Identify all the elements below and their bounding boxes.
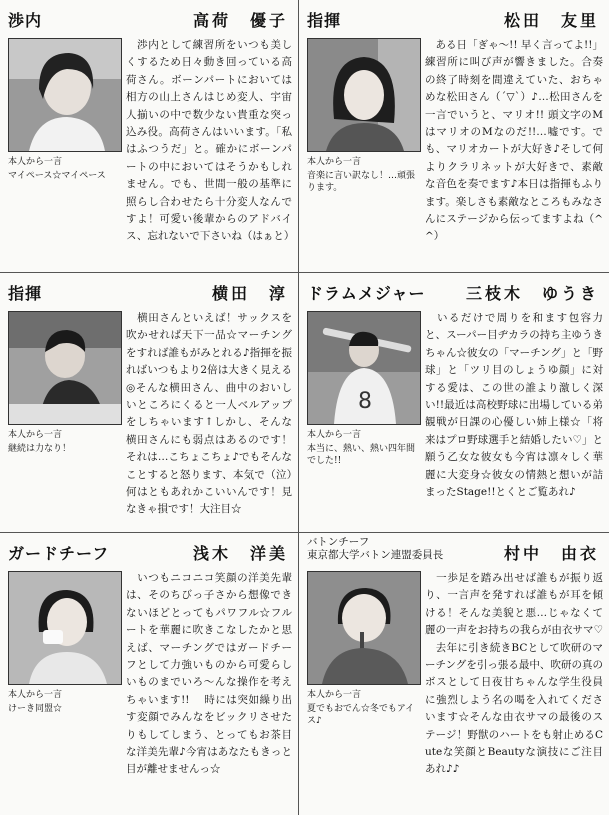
profile-role — [307, 536, 443, 562]
profile-card — [299, 0, 609, 272]
profile-description: ある日「ぎゃ～!! 早く言ってよ!!」練習所に叫び声が響きました。合奏の終了時刻を間違えていた、おちゃめな松田さん（´▽`）♪…松田さんを一言でいうと、マリオ!! 頭文字のMはマリオのMなのだ!!…嘘です。でも、マリオカートが大好き♪そして何よりクラリネットが大好きで、素敵な音色を奏でます♪本日は指揮もふります。楽しさも素敵なところもみなさんにステージから伝ってますよね（^^） — [425, 39, 603, 243]
quote-label: 本人から一言 — [307, 690, 362, 700]
profile-card — [299, 273, 609, 532]
quote-text: 夏でもおでん☆冬でもアイス♪ — [307, 704, 415, 726]
quote-text: 本当に、熱い、熱い四年間でした!! — [307, 444, 416, 466]
profile-name: 高荷 優子 — [192, 11, 288, 30]
profile-role-line: バトンチーフ — [307, 536, 370, 548]
quote-text: マイペース☆マイペース — [8, 171, 106, 181]
profile-card — [0, 0, 298, 272]
svg-text:8: 8 — [358, 389, 372, 414]
woman-with-long-hair-icon — [307, 38, 421, 152]
profile-role: 渉内 — [8, 11, 43, 30]
profile-name: 三枝木 ゆうき — [465, 284, 599, 303]
quote-label: 本人から一言 — [307, 430, 362, 440]
profile-role-line: 東京都大学バトン連盟委員長 — [307, 549, 444, 561]
profile-role: ドラムメジャー — [307, 284, 426, 303]
profile-role: 指揮 — [307, 11, 342, 30]
quote-label: 本人から一言 — [8, 430, 63, 440]
profile-description: 渉内として練習所をいつも美しくするため日々動き回っている高荷さん。ボーンパートにおいては 相方の山上さんはじめ変人、宇宙人揃いの中で数少ない貴重な突っ込み役。高荷さんはいいます。「私はふつうだ」と。確かにボーンパートの中においてはそうかもしれません。でも、世間一般の基準に照らし合わせたら十分変人なんですよ！可愛い後輩からのアドバイス、忘れないで下さいね（はぁと） — [126, 39, 295, 243]
woman-eating-icon — [8, 571, 122, 685]
profile-description: いるだけで周りを和ます包容力と、スーパー目ヂカラの持ち主ゆうきちゃん☆彼女の「マーチング」と「野球」と「ツリ目のしょうゆ顔」に対する愛は、この世の誰より激しく深い!!最近は高校野球に出場している弟観戦が日課の心優しい姉上様☆「将来はプロ野球選手と結婚したい♡」と願う乙女な彼女も今宵は凛々しく華麗に大変身☆彼女の情熱と想いが詰まったStage!!とくとご覧あれ♪ — [425, 312, 603, 499]
quote-text: 音楽に言い訳なし！…頑張ります。 — [307, 171, 416, 193]
profile-role: 指揮 — [8, 284, 43, 303]
quote-label: 本人から一言 — [307, 157, 362, 167]
man-looking-down-icon — [8, 311, 122, 425]
profile-name: 松田 友里 — [503, 11, 599, 30]
profile-name: 横田 淳 — [211, 284, 288, 303]
woman-with-short-hair-icon — [8, 38, 122, 152]
woman-with-drink-icon — [307, 571, 421, 685]
quote-label: 本人から一言 — [8, 690, 63, 700]
quote-text: けーき同盟☆ — [8, 704, 63, 714]
profile-description: いつもニコニコ笑顔の洋美先輩は、そのちびっ子さから想像できないほどとってもパワフル☆フルートを華麗に吹きこなしたかと思えば、マーチングではガードチーフとして力強いものから可愛らしいものまでいろ～んな操作を考えちゃいます!! 時には突如繰り出す変顔でみんなをビックリさせたりもしてしまう、とってもお茶目な洋美先輩♪今宵はあなたもきっと目が離せませんっ☆ — [126, 572, 292, 776]
quote-text: 継続は力なり！ — [8, 444, 72, 454]
profile-card — [0, 273, 298, 532]
profile-description: 一歩足を踏み出せば誰もが振り返り、一言声を発すれば誰もが耳を傾ける！そんな美貌と悪…じゃなくて麗の一声をお持ちの我らが由衣サマ♡ 去年に引き続きBCとして吹研のマーチングを引っ張る最中、吹研の真のボスとして日夜甘ちゃんな学生役員に強烈しよう名の喝を入れてくださいます☆そんな由衣サマの最後のステージ！野獣のハートをも射止めるCuteな笑顔とBeautyな演技にご注目あれ♪♪ — [425, 572, 603, 776]
man-holding-bat-icon — [307, 311, 421, 425]
profile-role: ガードチーフ — [8, 544, 110, 563]
profile-name: 浅木 洋美 — [192, 544, 288, 563]
profile-name: 村中 由衣 — [503, 544, 599, 563]
quote-label: 本人から一言 — [8, 157, 63, 167]
profile-card — [299, 533, 609, 815]
profile-description: 横田さんといえば！サックスを吹かせれば天下一品☆マーチングをすれば誰もがみとれる♪指揮を振ればいつもより2倍は大きく見える◎そんな横田さん、曲中のおいしいところにくると一人ベルアップをしちゃいます↑しかし、そんな横田さんにも弱点はあるのです！それは…こちょこちょ♪でもそんなことすると怒ります、本気で（泣）何はともあれかこいいんです！見なきゃ損です！大注目☆ — [126, 312, 292, 516]
profile-card — [0, 533, 298, 815]
